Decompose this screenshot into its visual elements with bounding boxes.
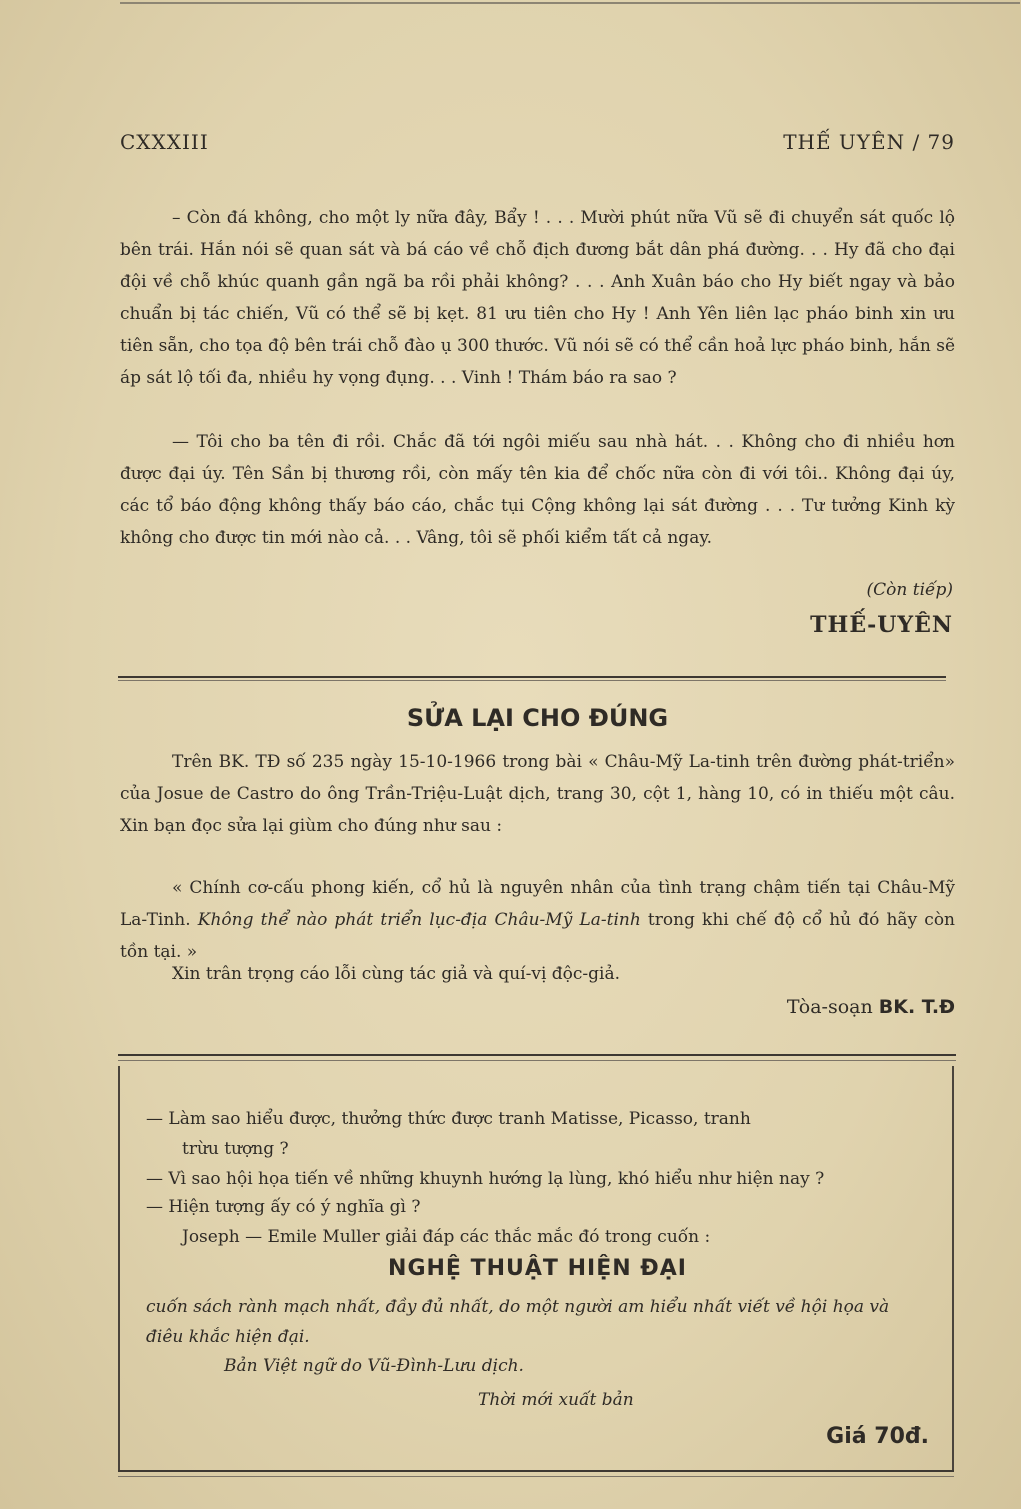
box-top-rule	[118, 1054, 956, 1056]
book-translator: Bản Việt ngữ do Vũ-Đình-Lưu dịch.	[224, 1356, 524, 1376]
quote-end: trong khi chế độ cổ hủ đó hãy còn tồn tại. »	[120, 910, 956, 962]
story-paragraph-1: – Còn đá không, cho một ly nữa đây, Bẩy ! . . . Mười phút nữa Vũ sẽ đi chuyển sát quốc lộ bên trái. Hắn nói sẽ quan sát và bá cáo về chỗ địch đương bắt dân phá đường. . . Hy đã cho đại đội về chỗ khúc quanh gần ngã ba rồi phải không? . . . Anh Xuân báo cho Hy biết ngay và bảo chuẩn bị tác chiến, Vũ có thể sẽ bị kẹt. 81 ưu tiên cho Hy ! Anh Yên liên lạc pháo binh xin ưu tiên sẵn, cho tọa độ bên trái chỗ đào ụ 300 thước. Vũ nói sẽ có thể cần hoả lực pháo binh, hắn sẽ áp sát lộ tối đa, nhiều hy vọng đụng. . . Vinh ! Thám báo ra sao ?	[120, 208, 956, 388]
box-bottom-rule	[118, 1470, 954, 1472]
ad-question-3: — Hiện tượng ấy có ý nghĩa gì ?	[146, 1197, 421, 1217]
book-price: Giá 70đ.	[826, 1424, 929, 1449]
ad-question-2: — Vì sao hội họa tiến về những khuynh hướng lạ lùng, khó hiểu như hiện nay ?	[146, 1169, 825, 1189]
ad-question-1: — Làm sao hiểu được, thưởng thức được tranh Matisse, Picasso, tranh	[146, 1109, 751, 1129]
section-number: CXXXIII	[120, 130, 209, 154]
story-paragraph-2: — Tôi cho ba tên đi rồi. Chắc đã tới ngôi miếu sau nhà hát. . . Không cho đi nhiều hơn được đại úy. Tên Sần bị thương rồi, còn mấy tên kia để chốc nữa còn đi với tôi.. Không đại úy, các tổ báo động không thấy báo cáo, chắc tụi Cộng không lại sát đường . . . Tư tưởng Kinh kỳ không cho được tin mới nào cả. . . Vâng, tôi sẽ phối kiểm tất cả ngay.	[120, 432, 955, 548]
divider-rule	[118, 676, 946, 678]
continued-note: (Còn tiếp)	[866, 580, 953, 600]
correction-title: SỬA LẠI CHO ĐÚNG	[406, 704, 669, 732]
top-border-line	[120, 2, 1020, 4]
correction-quote	[120, 872, 955, 968]
editorial-office	[787, 996, 955, 1018]
box-top-rule-thin	[118, 1060, 956, 1061]
book-publisher: Thời mới xuất bản	[478, 1390, 634, 1410]
box-bottom-rule-thin	[118, 1476, 954, 1477]
correction-body: Trên BK. TĐ số 235 ngày 15-10-1966 trong bài « Châu-Mỹ La-tinh trên đường phát-triển» của Josue de Castro do ông Trần-Triệu-Luật dịch, trang 30, cột 1, hàng 10, có in thiếu một câu. Xin bạn đọc sửa lại giùm cho đúng như sau :	[120, 752, 955, 836]
office-prefix: Tòa-soạn	[786, 996, 879, 1018]
author-signature: THẾ-UYÊN	[810, 612, 953, 638]
running-title: THẾ UYÊN / 79	[783, 130, 955, 154]
office-name: BK. T.Đ	[878, 996, 955, 1018]
correction-apology: Xin trân trọng cáo lỗi cùng tác giả và quí-vị độc-giả.	[172, 964, 621, 984]
divider-rule-thin	[118, 680, 946, 681]
quote-plain: « Chính cơ-cấu phong kiến, cổ hủ là nguyên nhân của tình trạng chậm tiến tại Châu-Mỹ La-Tinh.	[120, 878, 955, 930]
book-title: NGHỆ THUẬT HIỆN ĐẠI	[388, 1256, 687, 1281]
quote-italic: Không thể nào phát triển lục-địa Châu-Mỹ La-tinh	[197, 910, 641, 930]
book-description: cuốn sách rành mạch nhất, đầy đủ nhất, do một người am hiểu nhất viết về hội họa và điêu khắc hiện đại.	[146, 1297, 890, 1347]
ad-question-1-cont: trừu tượng ?	[182, 1139, 289, 1159]
page-header	[120, 130, 955, 162]
ad-author-line: Joseph — Emile Muller giải đáp các thắc mắc đó trong cuốn :	[182, 1227, 711, 1247]
